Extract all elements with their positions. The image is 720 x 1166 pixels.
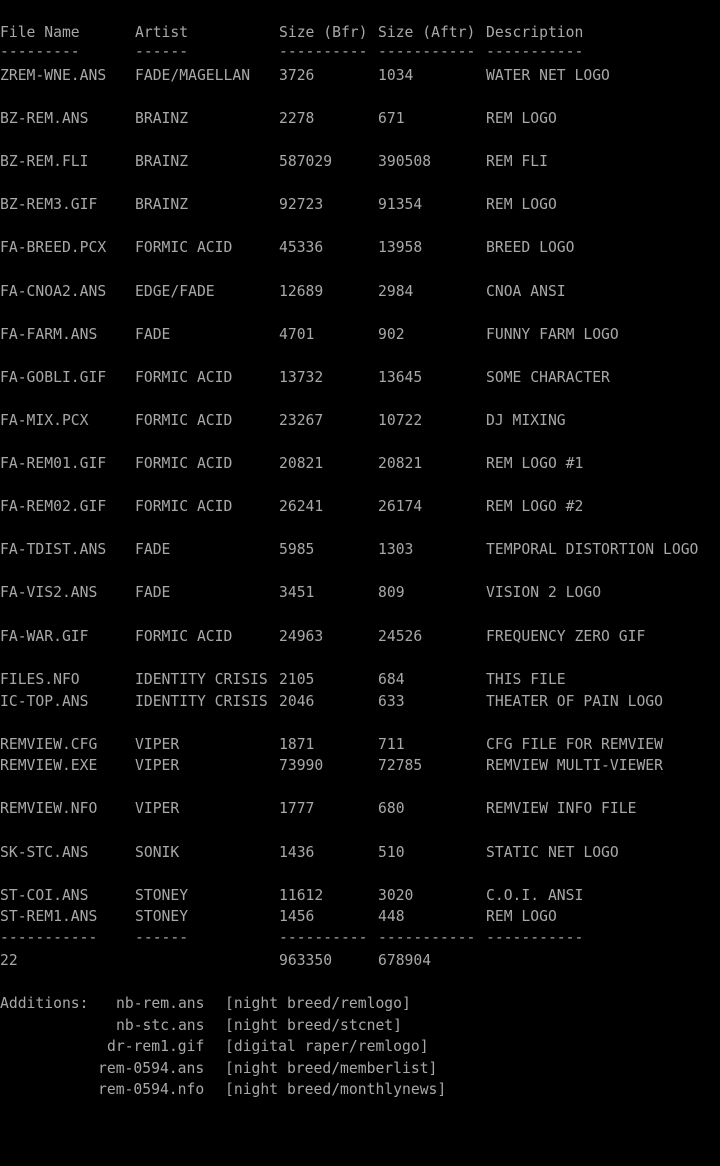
- row-size-after: 13645: [378, 368, 423, 386]
- rule-name: ---------: [0, 42, 80, 60]
- row-size-before: 12689: [279, 282, 324, 300]
- total-size-before: 963350: [279, 951, 333, 969]
- row-size-after: 671: [378, 109, 405, 127]
- row-file-name: SK-STC.ANS: [0, 843, 89, 861]
- table-row: [0, 409, 720, 431]
- row-description: WATER NET LOGO: [486, 66, 610, 84]
- row-size-before: 13732: [279, 368, 324, 386]
- table-row: [0, 754, 720, 776]
- table-row: [0, 323, 720, 345]
- row-artist: VIPER: [135, 799, 180, 817]
- table-row: [0, 625, 720, 647]
- row-size-after: 1303: [378, 540, 414, 558]
- row-description: REMVIEW INFO FILE: [486, 799, 637, 817]
- row-file-name: BZ-REM.FLI: [0, 152, 89, 170]
- additions-row: [0, 992, 720, 1014]
- row-file-name: ST-COI.ANS: [0, 886, 89, 904]
- row-size-before: 2046: [279, 692, 315, 710]
- table-row: [0, 538, 720, 560]
- total-size-after: 678904: [378, 951, 432, 969]
- rule-artist: ------: [135, 42, 189, 60]
- row-file-name: FA-CNOA2.ANS: [0, 282, 107, 300]
- header-rule: [0, 40, 720, 62]
- row-size-after: 26174: [378, 497, 423, 515]
- addition-file: nb-rem.ans: [115, 994, 205, 1012]
- row-artist: FORMIC ACID: [135, 411, 233, 429]
- addition-note: [night breed/remlogo]: [225, 994, 411, 1012]
- row-artist: FORMIC ACID: [135, 497, 233, 515]
- row-description: C.O.I. ANSI: [486, 886, 584, 904]
- row-artist: BRAINZ: [135, 109, 189, 127]
- row-description: DJ MIXING: [486, 411, 566, 429]
- row-size-before: 45336: [279, 238, 324, 256]
- table-row: [0, 280, 720, 302]
- row-size-before: 23267: [279, 411, 324, 429]
- table-row: [0, 366, 720, 388]
- additions-row: [0, 1057, 720, 1079]
- row-size-before: 2105: [279, 670, 315, 688]
- row-size-before: 1777: [279, 799, 315, 817]
- row-file-name: FA-MIX.PCX: [0, 411, 89, 429]
- row-artist: FORMIC ACID: [135, 368, 233, 386]
- row-size-after: 902: [378, 325, 405, 343]
- row-description: FREQUENCY ZERO GIF: [486, 627, 646, 645]
- row-size-after: 20821: [378, 454, 423, 472]
- table-row: [0, 668, 720, 690]
- row-file-name: REMVIEW.NFO: [0, 799, 98, 817]
- row-size-before: 1871: [279, 735, 315, 753]
- addition-note: [night breed/memberlist]: [225, 1059, 438, 1077]
- row-artist: FADE: [135, 540, 171, 558]
- row-artist: STONEY: [135, 886, 189, 904]
- row-artist: FORMIC ACID: [135, 454, 233, 472]
- row-file-name: ST-REM1.ANS: [0, 907, 98, 925]
- row-size-before: 1436: [279, 843, 315, 861]
- table-row: [0, 495, 720, 517]
- row-description: CNOA ANSI: [486, 282, 566, 300]
- footer-rule-artist: ------: [135, 928, 189, 946]
- table-row: [0, 690, 720, 712]
- header-artist: Artist: [135, 23, 189, 41]
- row-description: REM LOGO: [486, 109, 557, 127]
- row-artist: BRAINZ: [135, 195, 189, 213]
- row-description: SOME CHARACTER: [486, 368, 610, 386]
- header-description: Description: [486, 23, 584, 41]
- row-file-name: REMVIEW.EXE: [0, 756, 98, 774]
- additions-label: Additions:: [0, 994, 89, 1012]
- table-row: [0, 905, 720, 927]
- row-file-name: BZ-REM.ANS: [0, 109, 89, 127]
- rule-description: -----------: [486, 42, 584, 60]
- row-size-before: 2278: [279, 109, 315, 127]
- row-file-name: FA-FARM.ANS: [0, 325, 98, 343]
- additions-row: [0, 1078, 720, 1100]
- additions-row: [0, 1035, 720, 1057]
- rule-size-after: -----------: [378, 42, 476, 60]
- table-row: [0, 733, 720, 755]
- row-artist: VIPER: [135, 735, 180, 753]
- table-row: [0, 64, 720, 86]
- header-file-name: File Name: [0, 23, 80, 41]
- row-size-before: 24963: [279, 627, 324, 645]
- total-file-count: 22: [0, 951, 18, 969]
- row-size-before: 73990: [279, 756, 324, 774]
- footer-rule-description: -----------: [486, 928, 584, 946]
- row-artist: FADE/MAGELLAN: [135, 66, 251, 84]
- rule-size-before: ----------: [279, 42, 368, 60]
- table-row: [0, 841, 720, 863]
- row-artist: EDGE/FADE: [135, 282, 215, 300]
- row-file-name: FA-GOBLI.GIF: [0, 368, 107, 386]
- table-row: [0, 797, 720, 819]
- header-size-after: Size (Aftr): [378, 23, 476, 41]
- addition-file: rem-0594.ans: [97, 1059, 204, 1077]
- row-size-after: 2984: [378, 282, 414, 300]
- totals-row: [0, 949, 720, 971]
- row-size-before: 4701: [279, 325, 315, 343]
- row-description: REM LOGO #1: [486, 454, 584, 472]
- row-size-before: 3726: [279, 66, 315, 84]
- row-size-after: 24526: [378, 627, 423, 645]
- footer-rule-name: -----------: [0, 928, 98, 946]
- row-description: REM LOGO: [486, 907, 557, 925]
- row-size-after: 633: [378, 692, 405, 710]
- table-row: [0, 107, 720, 129]
- row-artist: FORMIC ACID: [135, 238, 233, 256]
- table-row: [0, 452, 720, 474]
- footer-rule: [0, 926, 720, 948]
- row-size-before: 92723: [279, 195, 324, 213]
- table-row: [0, 193, 720, 215]
- row-size-after: 711: [378, 735, 405, 753]
- row-description: FUNNY FARM LOGO: [486, 325, 619, 343]
- row-size-after: 510: [378, 843, 405, 861]
- row-file-name: FA-TDIST.ANS: [0, 540, 107, 558]
- row-artist: BRAINZ: [135, 152, 189, 170]
- row-description: REMVIEW MULTI-VIEWER: [486, 756, 664, 774]
- row-file-name: FA-WAR.GIF: [0, 627, 89, 645]
- row-size-before: 1456: [279, 907, 315, 925]
- row-artist: SONIK: [135, 843, 180, 861]
- row-artist: STONEY: [135, 907, 189, 925]
- row-size-after: 1034: [378, 66, 414, 84]
- header-size-before: Size (Bfr): [279, 23, 368, 41]
- row-size-before: 11612: [279, 886, 324, 904]
- row-artist: FORMIC ACID: [135, 627, 233, 645]
- addition-note: [night breed/stcnet]: [225, 1016, 403, 1034]
- row-description: THIS FILE: [486, 670, 566, 688]
- row-size-after: 13958: [378, 238, 423, 256]
- row-file-name: FILES.NFO: [0, 670, 80, 688]
- row-file-name: FA-BREED.PCX: [0, 238, 107, 256]
- row-artist: VIPER: [135, 756, 180, 774]
- row-artist: FADE: [135, 583, 171, 601]
- table-row: [0, 236, 720, 258]
- row-file-name: FA-REM02.GIF: [0, 497, 107, 515]
- table-row: [0, 581, 720, 603]
- row-size-before: 5985: [279, 540, 315, 558]
- row-size-after: 448: [378, 907, 405, 925]
- row-description: BREED LOGO: [486, 238, 575, 256]
- row-description: TEMPORAL DISTORTION LOGO: [486, 540, 699, 558]
- row-size-after: 91354: [378, 195, 423, 213]
- row-size-after: 809: [378, 583, 405, 601]
- row-file-name: FA-REM01.GIF: [0, 454, 107, 472]
- row-description: VISION 2 LOGO: [486, 583, 602, 601]
- footer-rule-size-before: ----------: [279, 928, 368, 946]
- footer-rule-size-after: -----------: [378, 928, 476, 946]
- row-size-before: 3451: [279, 583, 315, 601]
- row-size-after: 10722: [378, 411, 423, 429]
- row-size-before: 587029: [279, 152, 333, 170]
- row-description: REM LOGO: [486, 195, 557, 213]
- addition-file: dr-rem1.gif: [106, 1037, 205, 1055]
- row-description: STATIC NET LOGO: [486, 843, 619, 861]
- addition-note: [night breed/monthlynews]: [225, 1080, 447, 1098]
- row-description: REM FLI: [486, 152, 548, 170]
- table-row: [0, 150, 720, 172]
- row-file-name: BZ-REM3.GIF: [0, 195, 98, 213]
- table-row: [0, 884, 720, 906]
- row-size-after: 3020: [378, 886, 414, 904]
- additions-row: [0, 1014, 720, 1036]
- row-file-name: FA-VIS2.ANS: [0, 583, 98, 601]
- row-artist: IDENTITY CRISIS: [135, 692, 268, 710]
- row-size-after: 684: [378, 670, 405, 688]
- row-size-after: 680: [378, 799, 405, 817]
- row-artist: IDENTITY CRISIS: [135, 670, 268, 688]
- row-size-after: 72785: [378, 756, 423, 774]
- row-artist: FADE: [135, 325, 171, 343]
- row-file-name: IC-TOP.ANS: [0, 692, 89, 710]
- row-size-before: 20821: [279, 454, 324, 472]
- addition-file: nb-stc.ans: [115, 1016, 205, 1034]
- row-description: REM LOGO #2: [486, 497, 584, 515]
- row-description: CFG FILE FOR REMVIEW: [486, 735, 664, 753]
- row-size-before: 26241: [279, 497, 324, 515]
- row-file-name: ZREM-WNE.ANS: [0, 66, 107, 84]
- addition-file: rem-0594.nfo: [97, 1080, 204, 1098]
- row-description: THEATER OF PAIN LOGO: [486, 692, 664, 710]
- row-size-after: 390508: [378, 152, 432, 170]
- row-file-name: REMVIEW.CFG: [0, 735, 98, 753]
- addition-note: [digital raper/remlogo]: [225, 1037, 429, 1055]
